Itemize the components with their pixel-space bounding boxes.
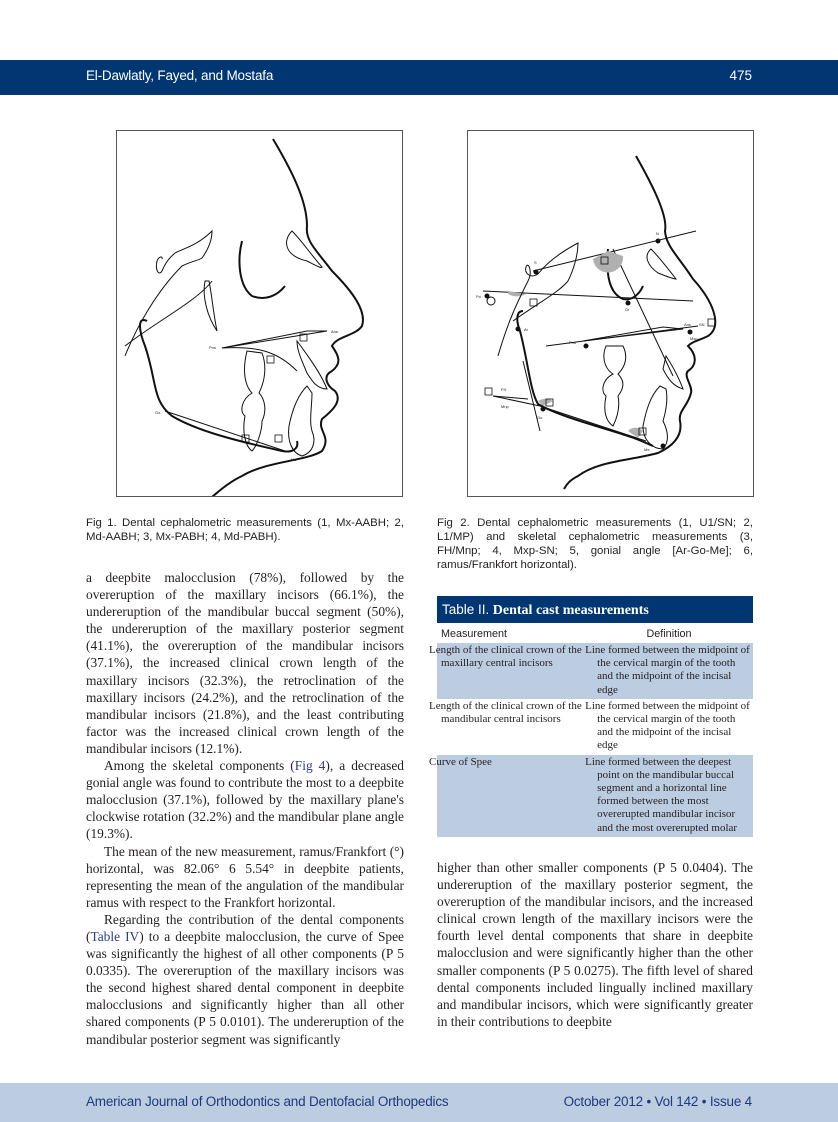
table-title [437,596,753,623]
label-go: Go [155,410,161,415]
label-go: Go [537,415,543,420]
table-label: Table II. [442,602,490,617]
table-name: Dental cast measurements [492,603,649,618]
figure-2-cephalometric-tracing [467,130,754,497]
label-ans: Ans [331,329,338,334]
label-po: Po [476,294,481,299]
cephalometric-diagram-2 [468,131,753,496]
table-ii-dental-cast-measurements [429,596,753,837]
label-n: N [656,231,659,236]
label-mxp: Mxp [690,336,698,341]
paragraph: higher than other smaller components (P 5 0.0404). The undereruption of the maxillary posterior segment, the overeruption of the mandibular incisors, and the increased clinical crown length of the maxillary incisors were the fourth level dental components that share in deepbite malocclusion and were significantly higher than the other smaller components (P 5 0.0275). The fifth level of shared dental components included lingually inclined maxillary and mandibular incisors, which were significantly greater in their contributions to deepbite [437,860,753,1029]
paragraph: Among the skeletal components (Fig 4), a decreased gonial angle was found to contribute the most to a deepbite malocclusion (37.1%), followed by the maxillary plane's clockwise rotation (32.2%) and the mandibular plane angle (19.3%). [86,758,405,842]
table-row [429,755,753,837]
label-or: Or [625,307,630,312]
label-me: Me [644,447,650,452]
journal-name: American Journal of Orthodontics and Dentofacial Orthopedics [86,1094,449,1109]
table-header-row [437,626,753,643]
paragraph: a deepbite malocclusion (78%), followed by the overeruption of the maxillary incisors (66.1%), the undereruption of the mandibular buccal segment (50%), the undereruption of the maxillary posterior segment (41.1%), the overeruption of the mandibular incisors (37.1%), the increased clinical crown length of the maxillary incisors (32.3%), the retroclination of the maxillary incisors (24.2%), and the retroclination of the mandibular incisors (21.8%), and the least contributing factor was the increased clinical crown length of the mandibular incisors (12.1%). [86,570,404,756]
header-authors: El-Dawlatly, Fayed, and Mostafa [86,68,274,83]
page-number: 475 [729,68,752,83]
label-ans: Ans [684,322,691,327]
label-pns: Pns [209,345,216,350]
table-row [429,643,753,699]
figure-1-cephalometric-tracing [116,130,403,497]
label-ar: Ar [524,327,528,332]
paragraph: The mean of the new measurement, ramus/Frankfort (°) horizontal, was 82.06° 6 5.54° in deepbite patients, representing the mean of the angulation of the mandibular ramus with respect to the Frankfort horizontal. [86,843,404,910]
column-header-measurement: Measurement [441,628,508,640]
marker-4 [708,319,715,326]
cell-measurement: Length of the clinical crown of the mandibular central incisors [429,699,582,726]
cell-measurement: Length of the clinical crown of the maxillary central incisors [429,644,582,670]
table-row [429,699,753,755]
running-footer [0,1083,838,1122]
figure-1-caption: Fig 1. Dental cephalometric measurements (1, Mx-AABH; 2, Md-AABH; 3, Mx-PABH; 4, Md-PABH). [86,517,404,543]
column-header-definition: Definition [646,628,692,640]
label-pns: Pns [569,340,576,345]
paragraph: Regarding the contribution of the dental components (Table IV) to a deepbite malocclusion, the curve of Spee was significantly the highest of all other components (P 5 0.0335). The overeruption of the maxillary incisors was the second highest shared dental component in deepbite malocclusions and significantly higher than all other shared components (P 5 0.0101). The undereruption of the mandibular posterior segment was significantly [86,911,404,1047]
cephalometric-diagram-1 [117,131,402,496]
cell-definition: Line formed between the midpoint of the cervical margin of the tooth and the midpoint of the incisal edge [585,699,750,752]
issue-info: October 2012 • Vol 142 • Issue 4 [563,1094,752,1109]
figure-2-caption: Fig 2. Dental cephalometric measurements (1, U1/SN; 2, L1/MP) and skeletal cephalometric measurements (3, FH/Mnp; 4, Mxp-SN; 5, gonial angle [Ar-Go-Me]; 6, ramus/Frankfort horizontal). [437,517,753,571]
left-column-text [86,569,404,1048]
cell-definition: Line formed between the midpoint of the cervical margin of the tooth and the midpoint of the incisal edge [585,644,750,696]
marker-3 [267,356,274,363]
label-me: Me [291,457,297,462]
cell-measurement: Curve of Spee [429,755,492,768]
label-s: S [534,260,537,265]
cell-definition: Line formed between the deepest point on the mandibular buccal segment and a horizontal line formed between the most overerupted mandibular incisor and the most overerupted molar [585,755,738,834]
figure-4-link[interactable]: Fig 4 [294,758,326,774]
label-sn: SN [699,322,705,327]
table-4-link[interactable]: Table IV [90,928,140,944]
label-mnp: Mnp [501,404,509,409]
marker-3 [485,388,492,395]
running-header [0,60,838,95]
right-column-text [437,859,753,1030]
label-fh: FH [501,387,507,392]
marker-2 [275,435,282,442]
